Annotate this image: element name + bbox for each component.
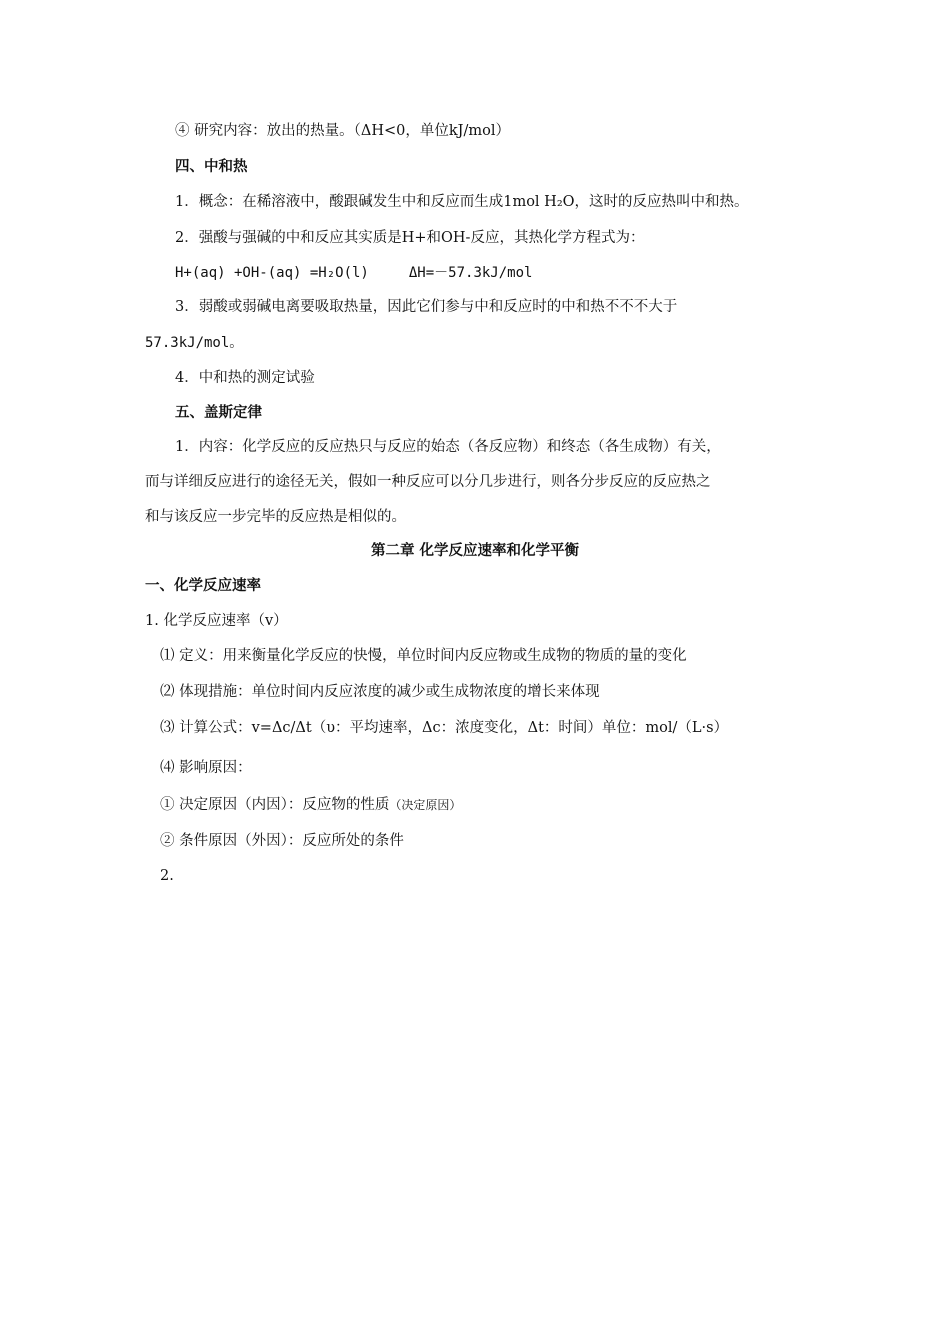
line-weak-acid-base-cont: 57.3kJ/mol。 — [145, 335, 244, 351]
heading-neutralization-heat: 四、中和热 — [175, 159, 248, 175]
line-hess-content-3: 和与该反应一步完毕的反应热是相似的。 — [145, 509, 406, 525]
line-hess-content: 1．内容：化学反应的反应热只与反应的始态（各反应物）和终态（各生成物）有关， — [175, 439, 721, 455]
line-concept: 1．概念：在稀溶液中，酸跟碱发生中和反应而生成1mol H₂O，这时的反应热叫中和热。 — [175, 194, 749, 210]
line-research-content: ④ 研究内容：放出的热量。（ΔH<0，单位kJ/mol） — [175, 123, 510, 139]
heading-hess-law: 五、盖斯定律 — [175, 405, 262, 421]
line-equation — [175, 263, 532, 283]
line-external-factor: ② 条件原因（外因）：反应所处的条件 — [160, 833, 404, 849]
section-reaction-rate: 一、化学反应速率 — [145, 578, 261, 594]
line-weak-acid-base: 3．弱酸或弱碱电离要吸取热量，因此它们参与中和反应时的中和热不不不大于 — [175, 299, 678, 315]
line-factors: ⑷ 影响原因： — [160, 760, 252, 776]
line-hess-content-2: 而与详细反应进行的途径无关，假如一种反应可以分几步进行，则各分步反应的反应热之 — [145, 474, 711, 490]
line-experiment: 4．中和热的测定试验 — [175, 370, 315, 386]
line-internal-factor — [160, 795, 461, 815]
internal-factor-note: （决定原因） — [389, 798, 462, 812]
equation-enthalpy: ΔH=－57.3kJ/mol — [408, 265, 533, 281]
line-rate-title: 1. 化学反应速率（v） — [145, 613, 288, 629]
internal-factor-text: ① 决定原因（内因）：反应物的性质 — [160, 797, 390, 813]
line-strong-acid-base: 2．强酸与强碱的中和反应其实质是H+和OH-反应，其热化学方程式为： — [175, 230, 645, 246]
equation-formula: H+(aq) +OH-(aq) =H₂O(l) — [175, 265, 369, 281]
line-definition: ⑴ 定义：用来衡量化学反应的快慢，单位时间内反应物或生成物的物质的量的变化 — [160, 648, 687, 664]
line-item-2: 2. — [160, 868, 174, 884]
line-formula: ⑶ 计算公式：v=Δc/Δt（υ：平均速率，Δc：浓度变化，Δt：时间）单位：mol/（L·s） — [160, 720, 729, 736]
chapter-title: 第二章 化学反应速率和化学平衡 — [370, 543, 580, 559]
line-expression-method: ⑵ 体现措施：单位时间内反应浓度的减少或生成物浓度的增长来体现 — [160, 684, 600, 700]
